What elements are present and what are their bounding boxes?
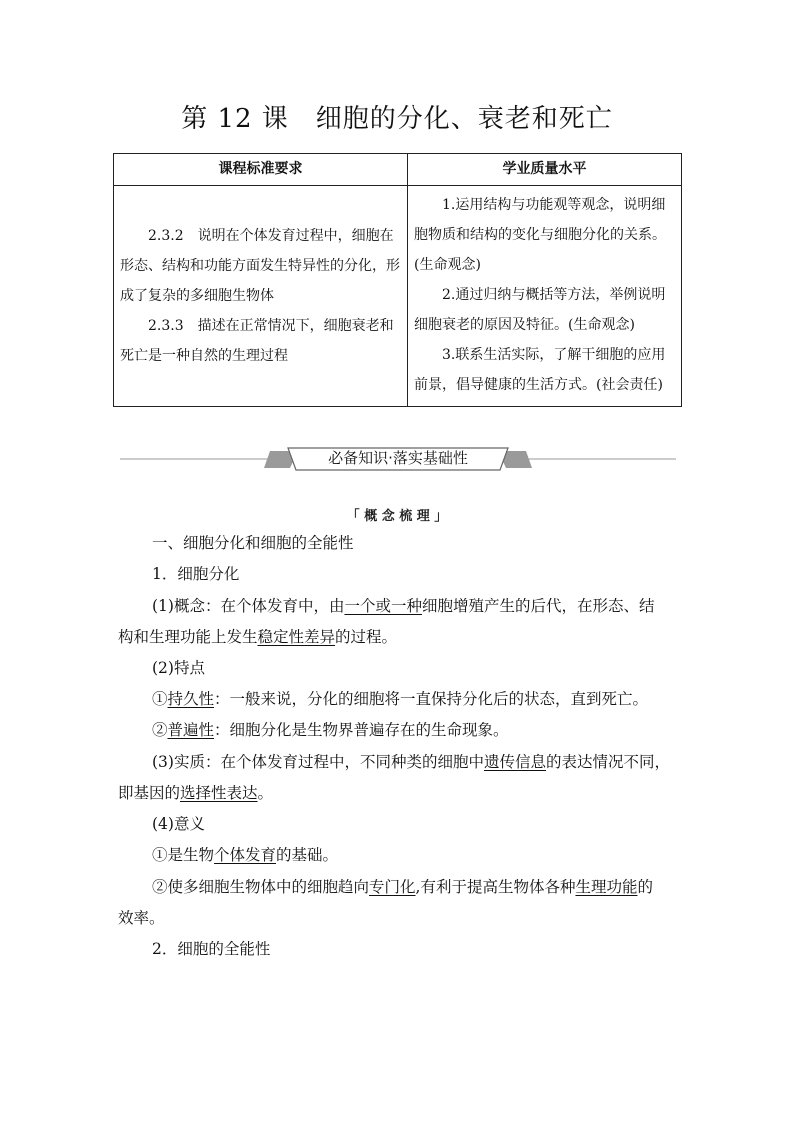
text-run: ：细胞分化是生物界普遍存在的生命现象。	[214, 721, 509, 739]
text-run: 。	[257, 784, 274, 802]
text-run: 构和生理功能上发生	[118, 628, 258, 646]
banner-title: 必备知识·落实基础性	[328, 449, 468, 467]
underlined-term: 持久性	[167, 690, 215, 708]
paragraph-line: 效率。	[118, 909, 165, 927]
lesson-title: 第 12 课 细胞的分化、衰老和死亡	[181, 104, 613, 134]
underlined-term: 一个或一种	[344, 597, 422, 615]
underlined-term: 个体发育	[214, 846, 277, 864]
standards-cell	[114, 186, 408, 407]
text-run: ②	[152, 721, 168, 739]
paragraph-line	[152, 843, 338, 865]
subsection-heading: 2．细胞的全能性	[152, 940, 271, 958]
text-run: ①	[152, 690, 168, 708]
paragraph-line	[118, 781, 273, 803]
underlined-term: 稳定性差异	[257, 628, 336, 646]
text-run: 的表达情况不同，	[545, 753, 670, 771]
text-run: 的	[637, 878, 653, 896]
paragraph-line	[152, 750, 670, 772]
paragraph-line	[118, 625, 397, 647]
underlined-term: 选择性表达	[180, 784, 258, 802]
text-run: (3)实质：在个体发育过程中，不同种类的细胞中	[152, 753, 484, 771]
standard-item: 2.3.3 描述在正常情况下，细胞衰老和死亡是一种自然的生理过程	[120, 318, 394, 364]
table-header-quality: 学业质量水平	[408, 154, 682, 186]
paragraph-line	[152, 687, 648, 709]
text-run: ①是生物	[152, 846, 215, 864]
section-banner	[120, 446, 676, 472]
text-run: (1)概念：在个体发育中，由	[152, 597, 345, 615]
standard-item: 2.3.2 说明在个体发育过程中，细胞在形态、结构和功能方面发生特异性的分化，形成了复杂的多细胞生物体	[120, 228, 400, 304]
paragraph-line	[152, 594, 655, 616]
underlined-term: 生理功能	[575, 878, 638, 896]
text-run: ：一般来说，分化的细胞将一直保持分化后的状态，直到死亡。	[214, 690, 649, 708]
quality-item: 2.通过归纳与概括等方法，举例说明细胞衰老的原因及特征。(生命观念)	[414, 287, 666, 333]
text-run: ②使多细胞生物体中的细胞趋向	[152, 878, 370, 896]
text-run: 的过程。	[335, 628, 398, 646]
text-run: 的基础。	[276, 846, 339, 864]
curriculum-table	[113, 153, 682, 407]
section-heading: 一、细胞分化和细胞的全能性	[152, 534, 354, 552]
paragraph-line	[152, 718, 509, 740]
underlined-term: 遗传信息	[483, 753, 546, 771]
underlined-term: 普遍性	[167, 721, 215, 739]
text-run: 细胞增殖产生的后代，在形态、结	[421, 597, 655, 615]
quality-item: 3.联系生活实际，了解干细胞的应用前景，倡导健康的生活方式。(社会责任)	[414, 347, 666, 393]
quality-item: 1.运用结构与功能观等观念，说明细胞物质和结构的变化与细胞分化的关系。(生命观念)	[414, 197, 666, 273]
quality-cell	[408, 186, 682, 407]
underlined-term: 专门化	[369, 878, 416, 896]
text-run: ,有利于提高生物体各种	[415, 878, 576, 896]
paragraph-line	[152, 875, 653, 897]
text-run: 即基因的	[118, 784, 181, 802]
paragraph-line: (2)特点	[152, 659, 205, 677]
subsection-heading: 1．细胞分化	[152, 565, 240, 583]
paragraph-line: (4)意义	[152, 815, 205, 833]
table-header-standards: 课程标准要求	[114, 154, 408, 186]
concept-heading: 「 概 念 梳 理 」	[346, 509, 448, 524]
